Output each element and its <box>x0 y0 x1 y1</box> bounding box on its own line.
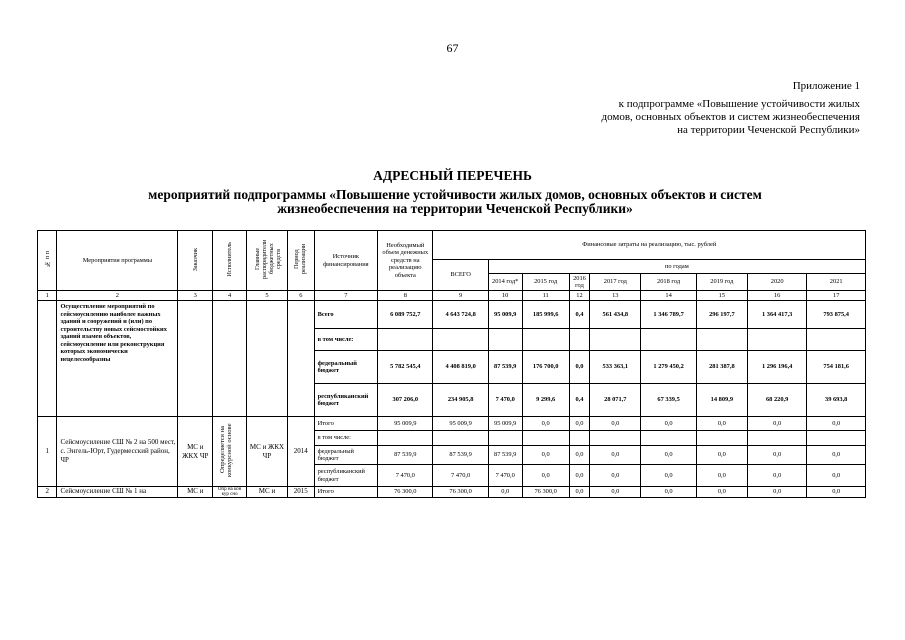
column-number: 8 <box>378 291 433 301</box>
item-customer: МС и ЖКХ ЧР <box>178 417 213 487</box>
summary-section <box>38 301 866 417</box>
value-cell: 7 470,0 <box>433 465 488 487</box>
column-number: 3 <box>178 291 213 301</box>
column-number: 2 <box>57 291 178 301</box>
source-cell: в том числе: <box>314 431 378 446</box>
value-cell: 28 071,7 <box>590 384 641 417</box>
value-cell <box>433 329 488 351</box>
value-cell: 0,0 <box>522 465 569 487</box>
header-year: 2017 год <box>590 274 641 291</box>
value-cell <box>488 431 522 446</box>
column-number: 13 <box>590 291 641 301</box>
value-cell: 39 693,8 <box>807 384 866 417</box>
value-cell <box>696 431 747 446</box>
value-cell: 0,0 <box>696 465 747 487</box>
item-period: 2015 <box>287 487 314 498</box>
value-cell: 0,0 <box>488 487 522 498</box>
source-cell: республиканский бюджет <box>314 465 378 487</box>
value-cell: 533 363,1 <box>590 351 641 384</box>
column-number: 7 <box>314 291 378 301</box>
item-1-section <box>38 417 866 487</box>
value-cell: 76 300,0 <box>433 487 488 498</box>
table-row <box>38 487 866 498</box>
value-cell <box>747 329 806 351</box>
value-cell <box>747 431 806 446</box>
value-cell: 76 300,0 <box>378 487 433 498</box>
column-number: 11 <box>522 291 569 301</box>
value-cell: 0,0 <box>590 417 641 431</box>
table-row <box>38 417 866 431</box>
appendix-line: домов, основных объектов и систем жизнеобеспечения <box>601 111 860 123</box>
value-cell: 0,0 <box>807 465 866 487</box>
value-cell: 561 434,8 <box>590 301 641 329</box>
value-cell: 0,0 <box>696 487 747 498</box>
value-cell: 0,0 <box>747 446 806 465</box>
appendix-line: на территории Чеченской Республики» <box>677 124 860 136</box>
header-total: ВСЕГО <box>433 260 488 291</box>
value-cell: 68 220,9 <box>747 384 806 417</box>
value-cell: 0,0 <box>747 465 806 487</box>
document-subtitle: мероприятий подпрограммы «Повышение устойчивости жилых домов, основных объектов и систем жизнеобеспечения на территории Чеченской Республики» <box>148 187 762 216</box>
value-cell: 87 539,9 <box>488 446 522 465</box>
summary-event: Осуществление мероприятий по сейсмоусилению наиболее важных зданий и сооружений и (или) по строительству новых сейсмостойких зданий взамен объектов, сейсмоусиление или реконструкция которых экономически нецелесообразны <box>57 301 178 417</box>
value-cell: 95 009,9 <box>378 417 433 431</box>
value-cell: 0,0 <box>522 417 569 431</box>
value-cell: 4 408 819,0 <box>433 351 488 384</box>
value-cell <box>590 431 641 446</box>
address-list-table <box>37 230 866 498</box>
column-number: 4 <box>213 291 247 301</box>
value-cell: 0,0 <box>569 446 589 465</box>
column-number: 10 <box>488 291 522 301</box>
value-cell: 0,0 <box>696 417 747 431</box>
value-cell: 281 387,8 <box>696 351 747 384</box>
header-by-years: по годам <box>488 260 865 274</box>
value-cell: 0,0 <box>807 446 866 465</box>
value-cell: 0,0 <box>569 465 589 487</box>
column-number: 12 <box>569 291 589 301</box>
value-cell: 1 346 789,7 <box>641 301 696 329</box>
column-numbers-row <box>38 291 866 301</box>
item-executor: Опр на кон кур сно <box>213 487 247 498</box>
column-number: 6 <box>287 291 314 301</box>
header-customer: Заказчик <box>178 231 213 291</box>
value-cell <box>807 431 866 446</box>
value-cell: 7 470,0 <box>378 465 433 487</box>
value-cell <box>488 329 522 351</box>
value-cell: 95 009,9 <box>488 417 522 431</box>
value-cell: 0,0 <box>641 417 696 431</box>
value-cell: 9 299,6 <box>522 384 569 417</box>
header-year: 2019 год <box>696 274 747 291</box>
value-cell: 793 875,4 <box>807 301 866 329</box>
value-cell: 0,0 <box>590 446 641 465</box>
item-2-section <box>38 487 866 498</box>
item-num: 2 <box>38 487 57 498</box>
value-cell: 296 197,7 <box>696 301 747 329</box>
value-cell: 0,0 <box>590 465 641 487</box>
summary-executor <box>213 301 247 417</box>
header-manager: Главные распорядители бюджетных средств <box>247 231 288 291</box>
value-cell: 754 181,6 <box>807 351 866 384</box>
value-cell: 95 009,9 <box>488 301 522 329</box>
value-cell: 0,0 <box>807 487 866 498</box>
value-cell: 87 539,9 <box>433 446 488 465</box>
summary-manager <box>247 301 288 417</box>
value-cell <box>378 431 433 446</box>
header-costs: Финансовые затраты на реализацию, тыс. рублей <box>433 231 866 260</box>
value-cell: 1 296 196,4 <box>747 351 806 384</box>
value-cell: 1 279 450,2 <box>641 351 696 384</box>
value-cell: 7 470,0 <box>488 465 522 487</box>
value-cell <box>378 329 433 351</box>
header-period: Период реализации <box>287 231 314 291</box>
value-cell: 87 539,9 <box>378 446 433 465</box>
header-executor: Исполнитель <box>213 231 247 291</box>
header-need: Необходимый объем денежных средств на реализацию объекта <box>378 231 433 291</box>
value-cell: 67 339,5 <box>641 384 696 417</box>
value-cell: 76 300,0 <box>522 487 569 498</box>
item-executor <box>213 417 247 487</box>
value-cell <box>569 431 589 446</box>
source-cell: федеральный бюджет <box>314 351 378 384</box>
page-number: 67 <box>446 41 459 55</box>
item-manager: МС и <box>247 487 288 498</box>
value-cell: 0,0 <box>641 446 696 465</box>
value-cell: 176 700,0 <box>522 351 569 384</box>
source-cell: Итого <box>314 487 378 498</box>
summary-period <box>287 301 314 417</box>
column-number: 5 <box>247 291 288 301</box>
source-cell: в том числе: <box>314 329 378 351</box>
value-cell: 1 364 417,3 <box>747 301 806 329</box>
value-cell: 0,0 <box>590 487 641 498</box>
source-cell: Итого <box>314 417 378 431</box>
value-cell <box>522 431 569 446</box>
header-event: Мероприятия программы <box>57 231 178 291</box>
item-event: Сейсмоусиление СШ № 1 на <box>57 487 178 498</box>
value-cell: 0,0 <box>747 417 806 431</box>
source-cell: Всего <box>314 301 378 329</box>
value-cell: 0,0 <box>807 417 866 431</box>
value-cell <box>807 329 866 351</box>
source-cell: федеральный бюджет <box>314 446 378 465</box>
column-number: 16 <box>747 291 806 301</box>
value-cell: 6 089 752,7 <box>378 301 433 329</box>
column-number: 15 <box>696 291 747 301</box>
item-period: 2014 <box>287 417 314 487</box>
value-cell: 0,0 <box>522 446 569 465</box>
source-cell: республиканский бюджет <box>314 384 378 417</box>
column-number: 1 <box>38 291 57 301</box>
item-manager: МС и ЖКХ ЧР <box>247 417 288 487</box>
value-cell: 0,4 <box>569 384 589 417</box>
header-num: № п п <box>38 231 57 291</box>
summary-customer <box>178 301 213 417</box>
column-number: 9 <box>433 291 488 301</box>
value-cell: 0,0 <box>696 446 747 465</box>
value-cell: 0,4 <box>569 301 589 329</box>
value-cell: 5 782 545,4 <box>378 351 433 384</box>
document-title: АДРЕСНЫЙ ПЕРЕЧЕНЬ <box>373 168 532 183</box>
value-cell: 95 009,9 <box>433 417 488 431</box>
value-cell: 0,0 <box>569 487 589 498</box>
header-year: 2018 год <box>641 274 696 291</box>
header-year: 2015 год <box>522 274 569 291</box>
header-source: Источник финансирования <box>314 231 378 291</box>
summary-num <box>38 301 57 417</box>
value-cell: 0,0 <box>641 487 696 498</box>
value-cell <box>641 431 696 446</box>
appendix-block <box>601 80 860 137</box>
value-cell <box>641 329 696 351</box>
item-executor-text: Определяется на конкурсной основе <box>218 423 233 478</box>
value-cell: 0,0 <box>569 417 589 431</box>
value-cell: 185 999,6 <box>522 301 569 329</box>
column-number: 17 <box>807 291 866 301</box>
value-cell: 14 809,9 <box>696 384 747 417</box>
table-row <box>38 301 866 329</box>
item-num: 1 <box>38 417 57 487</box>
value-cell <box>569 329 589 351</box>
item-customer: МС и <box>178 487 213 498</box>
value-cell <box>433 431 488 446</box>
value-cell <box>590 329 641 351</box>
value-cell: 87 539,9 <box>488 351 522 384</box>
header-year: 2014 год* <box>488 274 522 291</box>
appendix-line: к подпрограмме «Повышение устойчивости жилых <box>618 98 860 110</box>
value-cell: 0,0 <box>569 351 589 384</box>
header-year: 2021 <box>807 274 866 291</box>
value-cell: 0,0 <box>641 465 696 487</box>
header-year: 2016 год <box>569 274 589 291</box>
value-cell <box>696 329 747 351</box>
column-number: 14 <box>641 291 696 301</box>
appendix-title: Приложение 1 <box>792 80 860 92</box>
value-cell: 0,0 <box>747 487 806 498</box>
item-event: Сейсмоусиление СШ № 2 на 500 мест, с. Энгель-Юрт, Гудермесский район, ЧР <box>57 417 178 487</box>
header-year: 2020 <box>747 274 806 291</box>
value-cell: 307 206,0 <box>378 384 433 417</box>
value-cell: 7 470,0 <box>488 384 522 417</box>
value-cell: 4 643 724,8 <box>433 301 488 329</box>
value-cell: 234 905,8 <box>433 384 488 417</box>
value-cell <box>522 329 569 351</box>
